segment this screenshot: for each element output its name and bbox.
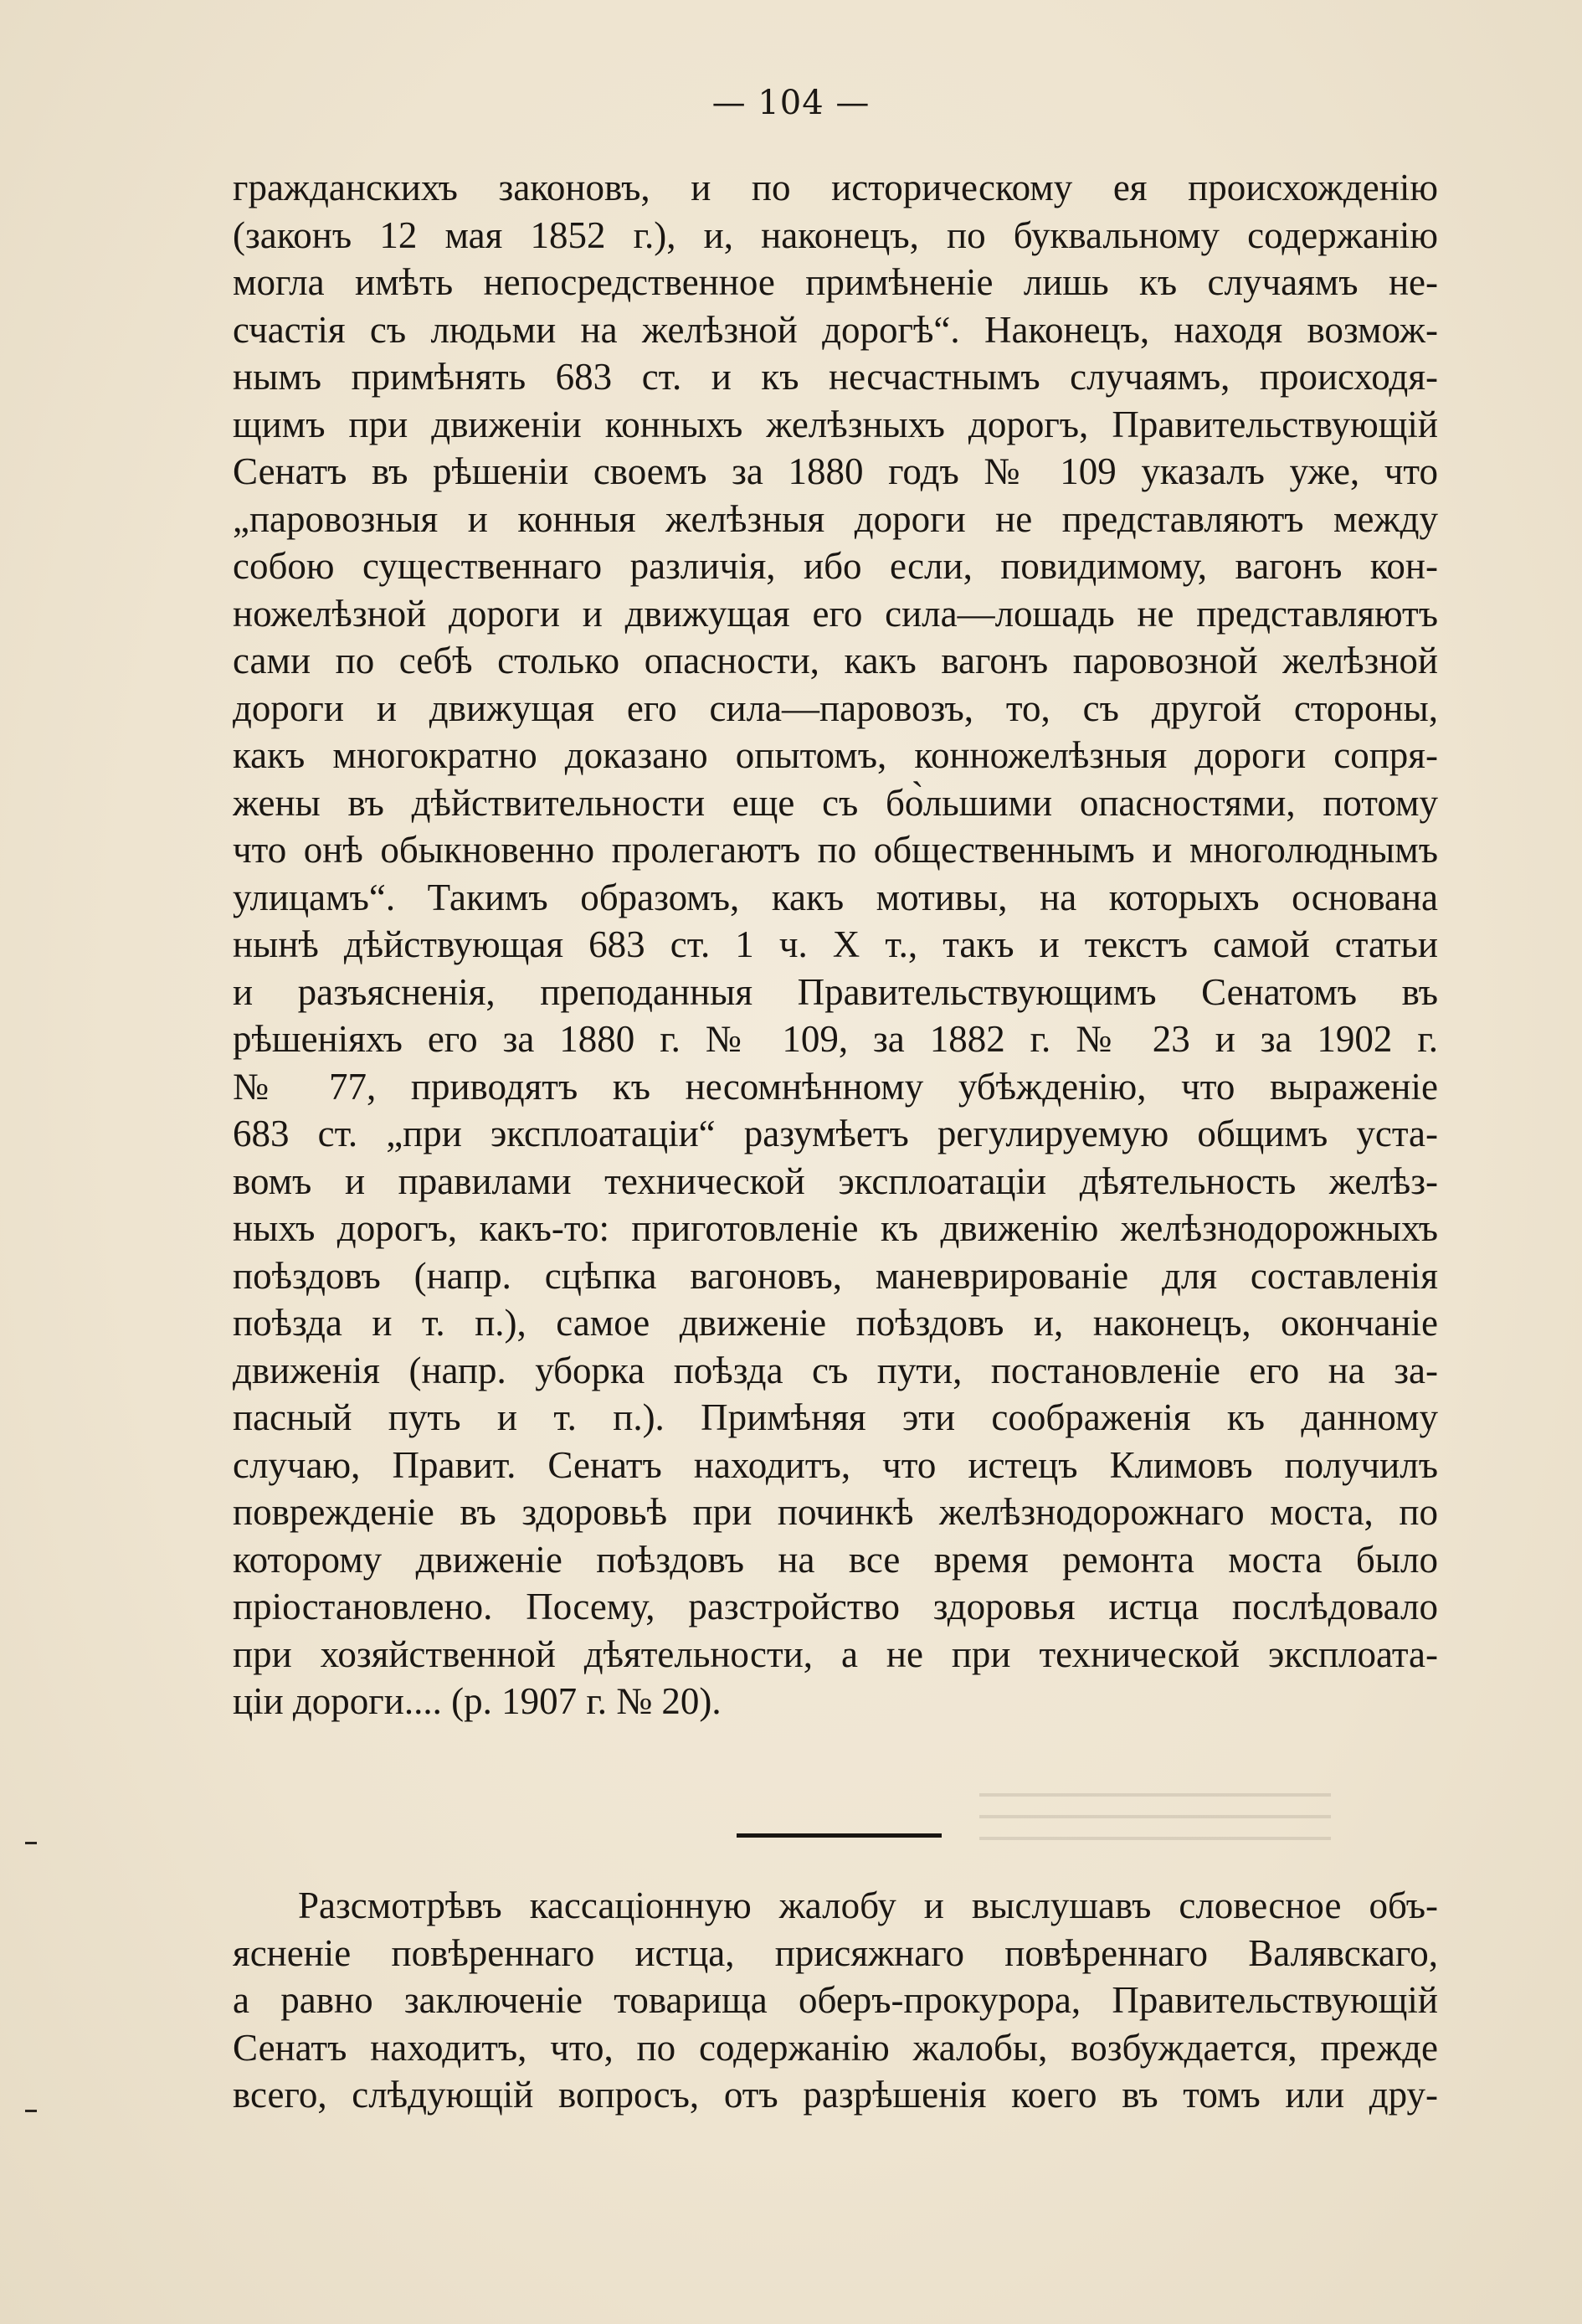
text-line: пріостановлено. Посему, разстройство здоровья истца послѣдовало — [233, 1586, 1438, 1627]
text-line: Сенатъ въ рѣшеніи своемъ за 1880 годъ № 109 указалъ уже, что — [233, 450, 1438, 492]
text-line: гражданскихъ законовъ, и по историческому ея происхожденію — [233, 167, 1438, 208]
text-line: ныхъ дорогъ, какъ-то: приготовленіе къ движенію желѣзнодорожныхъ — [233, 1207, 1438, 1249]
text-line: нынѣ дѣйствующая 683 ст. 1 ч. X т., такъ и текстъ самой статьи — [233, 923, 1438, 965]
text-line: рѣшеніяхъ его за 1880 г. № 109, за 1882 г. № 23 и за 1902 г. — [233, 1018, 1438, 1060]
text-line: какъ многократно доказано опытомъ, конножелѣзныя дороги сопря- — [233, 734, 1438, 776]
text-line: всего, слѣдующій вопросъ, отъ разрѣшенія коего въ томъ или дру- — [233, 2074, 1438, 2116]
text-line: вомъ и правилами технической эксплоатаціи дѣятельность желѣз- — [233, 1159, 1438, 1202]
text-line: жены въ дѣйствительности еще съ бо̀льшими опасностями, потому — [233, 781, 1438, 824]
text-line: Сенатъ находитъ, что, по содержанію жалобы, возбуждается, прежде — [233, 2026, 1438, 2069]
text-line: ясненіе повѣреннаго истца, присяжнаго повѣреннаго Валявскаго, — [233, 1931, 1438, 1974]
paragraph-2 — [233, 1882, 1438, 2119]
text-line: поврежденіе въ здоровьѣ при починкѣ желѣзнодорожнаго моста, по — [233, 1491, 1438, 1533]
page-number: — 104 — — [711, 84, 871, 122]
text-line: поѣзда и т. п.), самое движеніе поѣздовъ и, наконецъ, окончаніе — [233, 1302, 1438, 1344]
text-line: ціи дороги.... (р. 1907 г. № 20). — [233, 1680, 722, 1722]
text-line: 683 ст. „при эксплоатаціи“ разумѣетъ регулируемую общимъ уста- — [233, 1113, 1438, 1154]
text-line: сами по себѣ столько опасности, какъ вагонъ паровозной желѣзной — [233, 640, 1438, 681]
text-line: которому движеніе поѣздовъ на все время ремонта моста было — [233, 1538, 1438, 1581]
text-line: щимъ при движеніи конныхъ желѣзныхъ дорогъ, Правительствующій — [233, 403, 1438, 445]
paragraph-1 — [233, 164, 1438, 1725]
text-line: „паровозныя и конныя желѣзныя дороги не представляютъ между — [233, 497, 1438, 540]
text-line: нымъ примѣнять 683 ст. и къ несчастнымъ случаямъ, происходя- — [233, 356, 1438, 398]
text-line: (законъ 12 мая 1852 г.), и, наконецъ, по буквальному содержанію — [233, 213, 1438, 256]
text-line: пасный путь и т. п.). Примѣняя эти соображенія къ данному — [233, 1396, 1438, 1438]
text-line: что онѣ обыкновенно пролегаютъ по общественнымъ и многолюднымъ — [233, 829, 1438, 871]
text-line: № 77, приводятъ къ несомнѣнному убѣжденію, что выраженіе — [233, 1065, 1438, 1108]
show-through-text — [979, 1783, 1331, 1859]
margin-mark — [25, 2110, 37, 2112]
text-line: случаю, Правит. Сенатъ находитъ, что истецъ Климовъ получилъ — [233, 1443, 1438, 1486]
text-line: счастія съ людьми на желѣзной дорогѣ“. Наконецъ, находя возмож- — [233, 308, 1438, 351]
text-line: собою существеннаго различія, ибо если, повидимому, вагонъ кон- — [233, 545, 1438, 587]
text-line: ножелѣзной дороги и движущая его сила—лошадь не представляютъ — [233, 592, 1438, 635]
text-line: а равно заключеніе товарища оберъ-прокурора, Правительствующій — [233, 1979, 1438, 2021]
text-line: могла имѣть непосредственное примѣненіе лишь къ случаямъ не- — [233, 261, 1438, 303]
text-line: поѣздовъ (напр. сцѣпка вагоновъ, маневрированіе для составленія — [233, 1254, 1438, 1297]
text-line: дороги и движущая его сила—паровозъ, то, съ другой стороны, — [233, 686, 1438, 729]
text-line: движенія (напр. уборка поѣзда съ пути, постановленіе его на за- — [233, 1349, 1438, 1391]
text-line: Разсмотрѣвъ кассаціонную жалобу и выслушавъ словесное объ- — [298, 1884, 1438, 1926]
text-line: и разъясненія, преподанныя Правительствующимъ Сенатомъ въ — [233, 970, 1438, 1013]
section-divider — [737, 1833, 942, 1838]
text-line: улицамъ“. Такимъ образомъ, какъ мотивы, на которыхъ основана — [233, 876, 1438, 918]
margin-mark — [25, 1842, 37, 1844]
text-line: при хозяйственной дѣятельности, а не при технической эксплоата- — [233, 1632, 1438, 1675]
